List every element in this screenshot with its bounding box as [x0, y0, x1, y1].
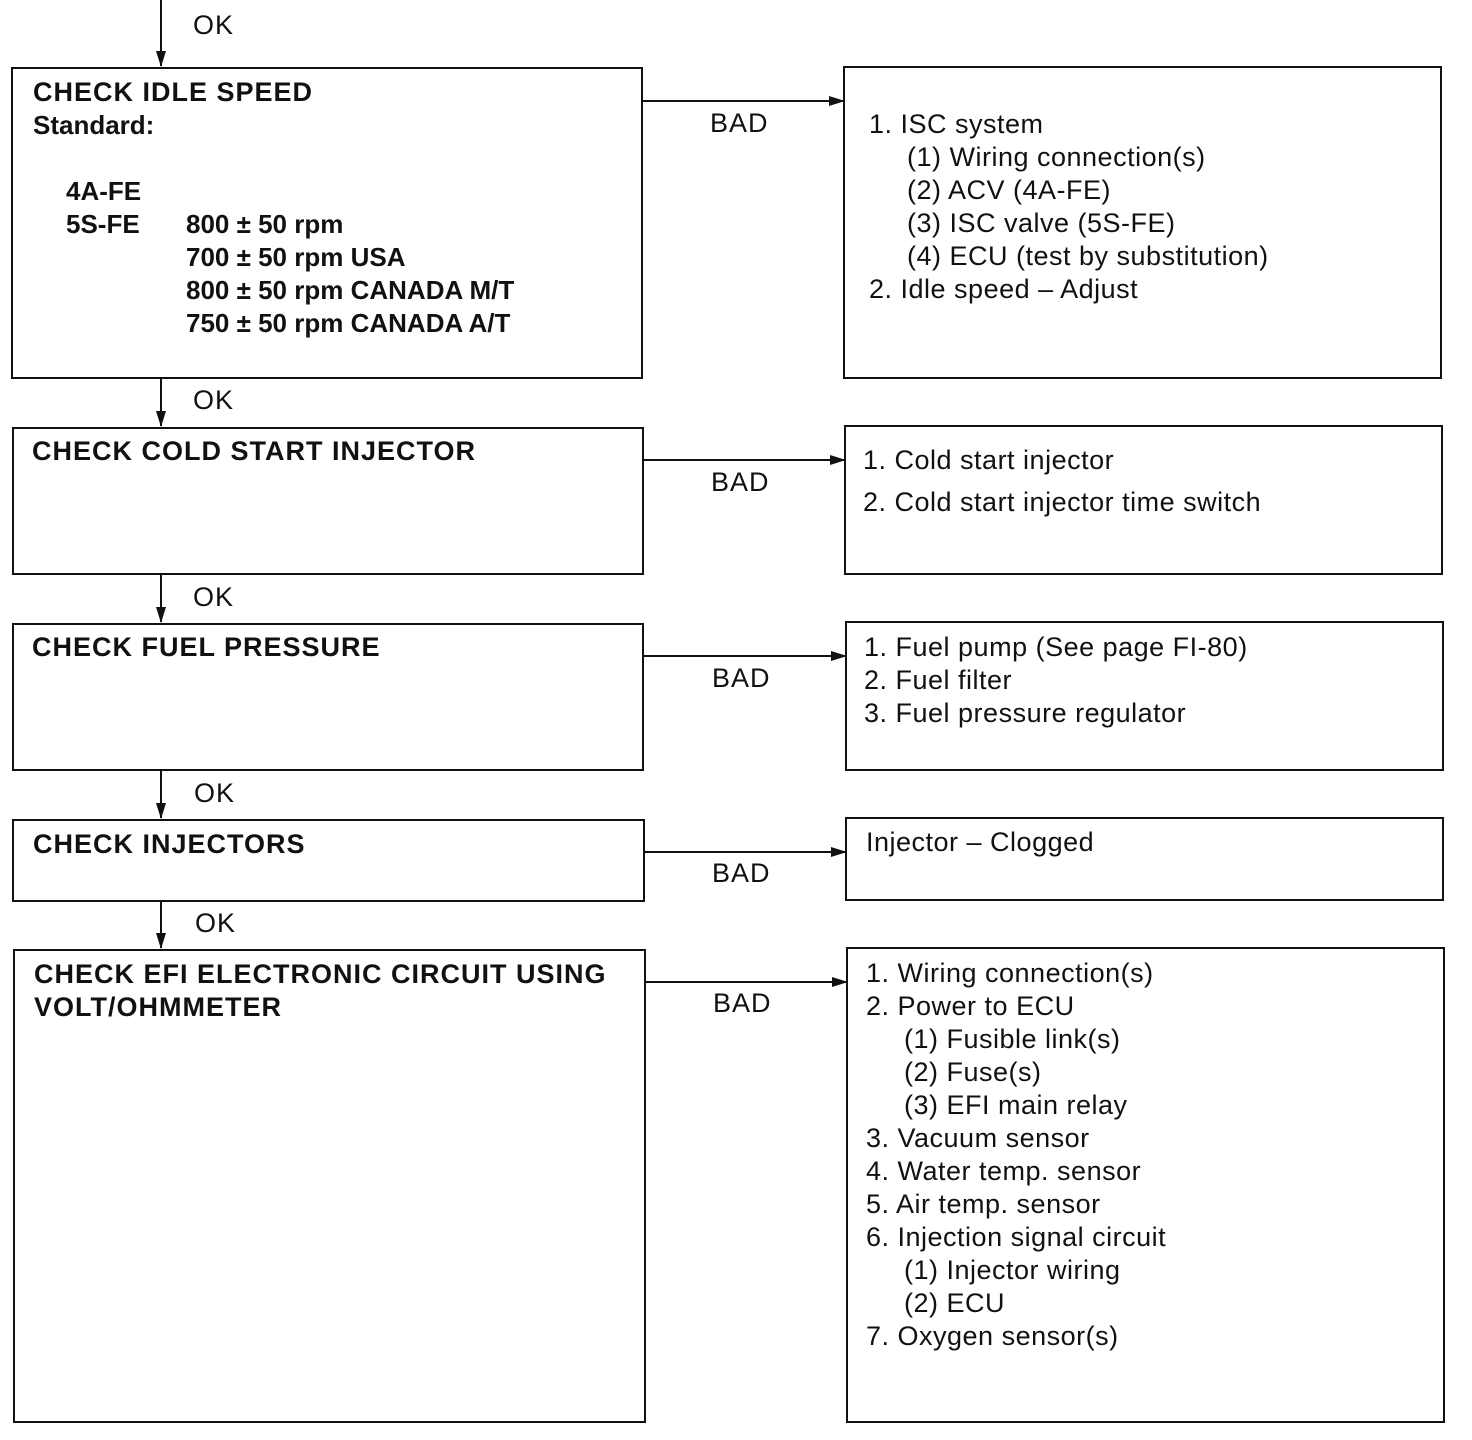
- cause-item: 1. Fuel pump (See page FI-80): [864, 632, 1248, 662]
- idle-spec-engine: 5S-FE: [66, 209, 140, 239]
- ok-label-cold-start: OK: [193, 582, 235, 612]
- ok-label-top: OK: [193, 10, 235, 40]
- idle-standard-label: Standard:: [33, 110, 155, 140]
- check-idle-speed-title: CHECK IDLE SPEED: [33, 77, 314, 107]
- efi-circuit-causes-list: [866, 957, 1166, 1353]
- bad-label-efi-circuit: BAD: [713, 988, 772, 1018]
- idle-speed-causes-box: [843, 66, 1442, 379]
- cause-subitem: (1) Fusible link(s): [904, 1024, 1121, 1054]
- check-fuel-pressure-title: CHECK FUEL PRESSURE: [32, 632, 381, 662]
- cause-subitem: (3) EFI main relay: [904, 1090, 1128, 1120]
- idle-spec-table: [66, 142, 626, 338]
- cause-item: 3. Vacuum sensor: [866, 1123, 1090, 1153]
- cause-subitem: (1) Wiring connection(s): [907, 142, 1206, 172]
- bad-label-idle: BAD: [710, 108, 769, 138]
- check-cold-start-injector-box: [12, 427, 644, 575]
- cause-item: 5. Air temp. sensor: [866, 1189, 1101, 1219]
- fuel-pressure-causes-box: [845, 621, 1444, 771]
- ok-label-fuel-pressure: OK: [194, 778, 236, 808]
- cold-start-causes-box: [844, 425, 1443, 575]
- idle-spec-value: 800 ± 50 rpm: [186, 209, 344, 239]
- cause-subitem: (2) ACV (4A-FE): [907, 175, 1112, 205]
- check-injectors-box: [12, 819, 645, 902]
- cause-item: 1. ISC system: [869, 109, 1044, 139]
- cause-item: 2. Fuel filter: [864, 665, 1013, 695]
- cause-subitem: (3) ISC valve (5S-FE): [907, 208, 1176, 238]
- check-efi-circuit-box: [13, 949, 646, 1423]
- idle-spec-engine: 4A-FE: [66, 176, 142, 206]
- ok-label-idle: OK: [193, 385, 235, 415]
- cause-item: 2. Power to ECU: [866, 991, 1075, 1021]
- bad-label-fuel-pressure: BAD: [712, 663, 771, 693]
- check-fuel-pressure-box: [12, 623, 644, 771]
- idle-spec-value: 700 ± 50 rpm USA: [186, 242, 406, 272]
- injector-clogged-cause: Injector – Clogged: [866, 827, 1095, 857]
- cause-subitem: (4) ECU (test by substitution): [907, 241, 1269, 271]
- ok-label-injectors: OK: [195, 908, 237, 938]
- idle-speed-causes-list: [869, 108, 1269, 306]
- cause-item: 7. Oxygen sensor(s): [866, 1321, 1119, 1351]
- idle-spec-value: 800 ± 50 rpm CANADA M/T: [186, 275, 515, 305]
- cause-item: 3. Fuel pressure regulator: [864, 698, 1187, 728]
- cause-item: 2. Cold start injector time switch: [863, 487, 1262, 517]
- bad-label-injectors: BAD: [712, 858, 771, 888]
- cause-subitem: (2) ECU: [904, 1288, 1006, 1318]
- cause-item: 1. Cold start injector: [863, 445, 1115, 475]
- fuel-pressure-causes-list: [864, 631, 1248, 730]
- injectors-causes-box: [845, 817, 1444, 901]
- cold-start-causes-list: [863, 444, 1261, 519]
- check-injectors-title: CHECK INJECTORS: [33, 829, 306, 859]
- bad-label-cold-start: BAD: [711, 467, 770, 497]
- cause-item: 1. Wiring connection(s): [866, 958, 1154, 988]
- idle-spec-value: 750 ± 50 rpm CANADA A/T: [186, 308, 511, 338]
- cause-item: 4. Water temp. sensor: [866, 1156, 1142, 1186]
- cause-subitem: (1) Injector wiring: [904, 1255, 1121, 1285]
- check-cold-start-injector-title: CHECK COLD START INJECTOR: [32, 436, 477, 466]
- cause-item: 6. Injection signal circuit: [866, 1222, 1167, 1252]
- cause-subitem: (2) Fuse(s): [904, 1057, 1042, 1087]
- efi-circuit-causes-box: [846, 947, 1445, 1423]
- check-efi-circuit-title: CHECK EFI ELECTRONIC CIRCUIT USING VOLT/OHMMETER: [34, 959, 607, 1022]
- check-idle-speed-box: [11, 67, 643, 379]
- cause-item: 2. Idle speed – Adjust: [869, 274, 1139, 304]
